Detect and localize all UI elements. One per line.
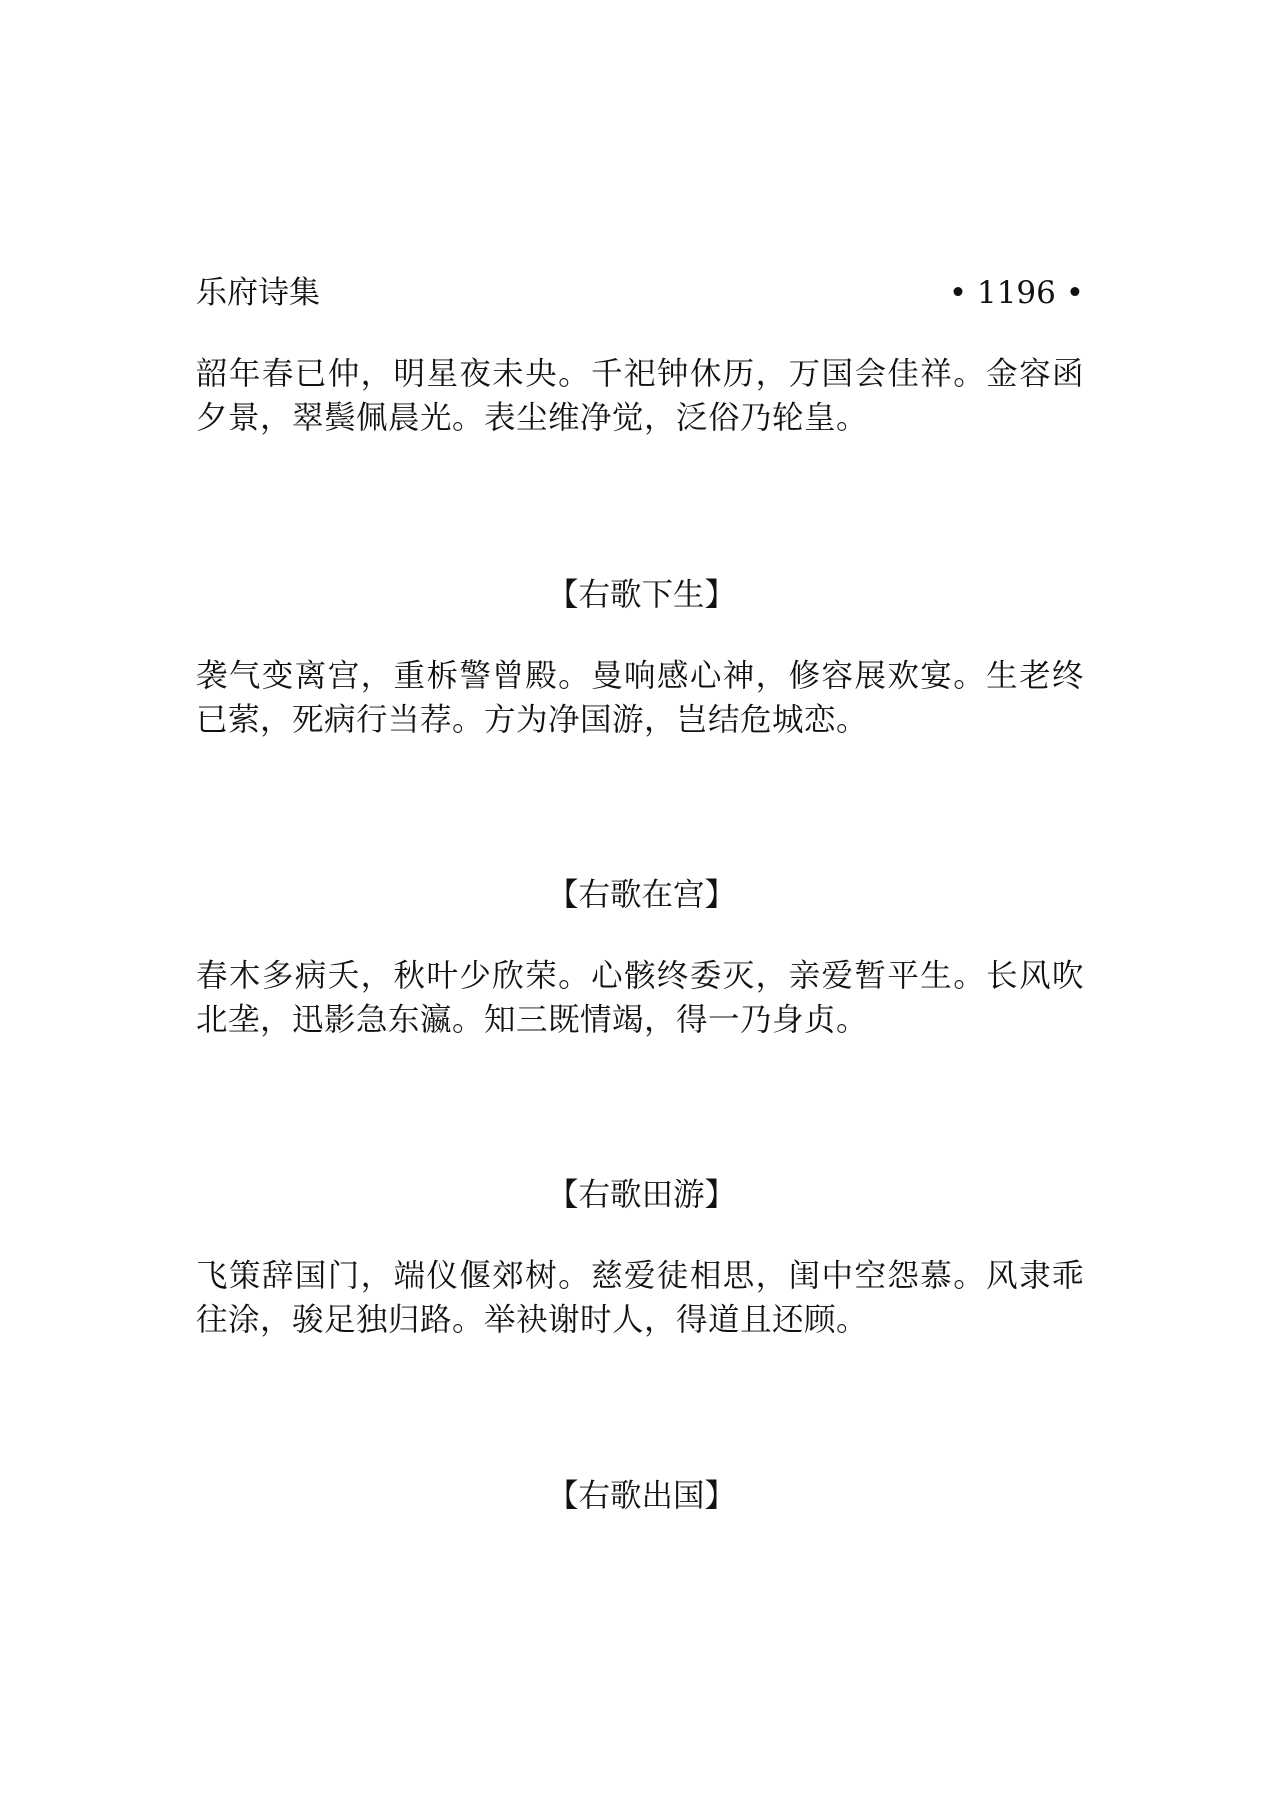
poem-paragraph: 飞策辞国门，端仪偃郊树。慈爱徒相思，闺中空怨慕。风隶乖往涂，骏足独归路。举袂谢时人，得道且还顾。 — [196, 1258, 1084, 1338]
poem-paragraph: 春木多病夭，秋叶少欣荣。心骸终委灭，亲爱暂平生。长风吹北垄，迅影急东瀛。知三既情竭，得一乃身贞。 — [196, 958, 1084, 1038]
section-heading: 【右歌田游】 — [546, 1177, 736, 1213]
section-heading: 【右歌在宫】 — [546, 877, 736, 913]
page-header — [196, 270, 1084, 316]
poem-paragraph: 袭气变离宫，重柝警曾殿。曼响感心神，修容展欢宴。生老终已萦，死病行当荐。方为净国游，岂结危城恋。 — [196, 658, 1084, 738]
poem-paragraph: 韶年春已仲，明星夜未央。千祀钟休历，万国会佳祥。金容函夕景，翠鬓佩晨光。表尘维净觉，泛俗乃轮皇。 — [196, 356, 1084, 436]
book-title: 乐府诗集 — [196, 275, 320, 311]
page-number: • 1196 • — [948, 275, 1084, 311]
section-heading: 【右歌出国】 — [546, 1478, 736, 1514]
section-heading: 【右歌下生】 — [546, 577, 736, 613]
